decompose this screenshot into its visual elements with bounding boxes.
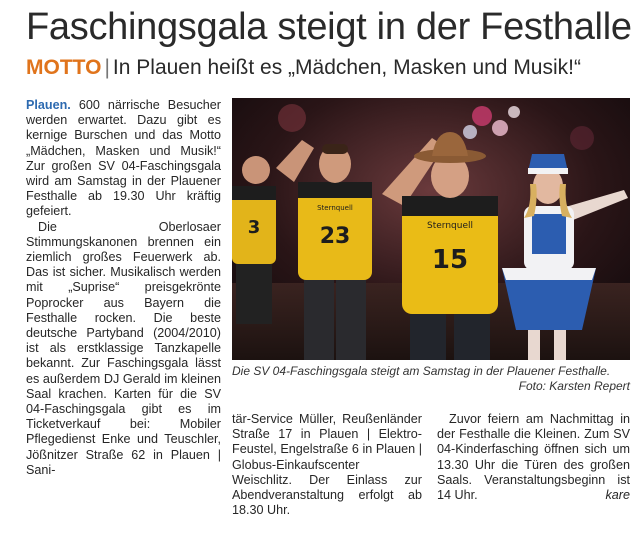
- article-column-3: [437, 412, 630, 503]
- headline: Faschingsgala steigt in der Festhalle: [26, 6, 632, 48]
- dateline: Plauen.: [26, 98, 71, 112]
- author-initials: kare: [605, 488, 630, 503]
- photo-caption-block: [232, 364, 630, 394]
- subheadline-text: In Plauen heißt es „Mädchen, Masken und Musik!“: [112, 56, 581, 79]
- article-photo: [232, 98, 630, 360]
- article-paragraph-3: tär-Service Müller, Reußenländer Straße 17 in Plauen | Elektro-Feustel, Engelstraße 6 in Plauen | Globus-Einkaufscenter Weischlitz. Der Einlass zur Abendveranstaltung erfolgt ab 18.30 Uhr.: [232, 412, 422, 518]
- paragraph-4-text: Zuvor feiern am Nachmittag in der Festhalle die Kleinen. Zum SV 04-Kinderfasching öffnen sich um 13.30 Uhr die Türen des großen Saals. Veranstaltungsbeginn ist 14 Uhr.: [437, 412, 630, 503]
- jersey-number-15: 15: [431, 245, 469, 275]
- article-paragraph-2: Die Oberlosaer Stimmungskanonen brennen ein ziemlich großes Feuerwerk ab. Das ist sicher. Musikalisch werden mit „Suprise“ preisgekrönte Poprocker aus Bayern die Festhalle rocken. Die beste deutsche Partyband (2004/2010) ist als erstklassige Tanzkapelle bekannt. Zur Faschingsgala lässt es außerdem DJ Gerald im kleinen Saal krachen. Karten für die SV 04-Faschingsgala gibt es im Ticketverkauf bei: Mobiler Pflegedienst Enke und Teuschler, Jößnitzer Straße 62 in Plauen | Sani-: [26, 219, 221, 477]
- photo-caption: Die SV 04-Faschingsgala steigt am Samstag in der Plauener Festhalle.: [232, 364, 611, 378]
- jersey-number-23: 23: [319, 224, 351, 249]
- article-paragraph-4: [437, 412, 630, 503]
- article-column-2: [232, 412, 422, 518]
- paragraph-1-text: 600 närrische Besucher werden erwartet. Dazu gibt es kernige Burschen und das Motto „Mädchen, Masken und Musik!“ Zur großen SV 04-Faschingsgala wird am Samstag in der Plauener Festhalle ab 19.30 Uhr kräftig gefeiert.: [26, 98, 221, 219]
- jersey-text-sternquell-2: Sternquell: [427, 221, 473, 231]
- jersey-number-3: 3: [247, 217, 261, 238]
- subheadline: [26, 56, 581, 80]
- kicker-separator: |: [104, 56, 110, 79]
- article-column-1: [26, 98, 221, 478]
- carnival-photo-illustration: [232, 98, 630, 360]
- kicker-motto: MOTTO: [26, 56, 102, 79]
- photo-credit: Foto: Karsten Repert: [518, 379, 630, 393]
- jersey-text-sternquell: Sternquell: [317, 204, 353, 212]
- article-paragraph-1: [26, 98, 221, 220]
